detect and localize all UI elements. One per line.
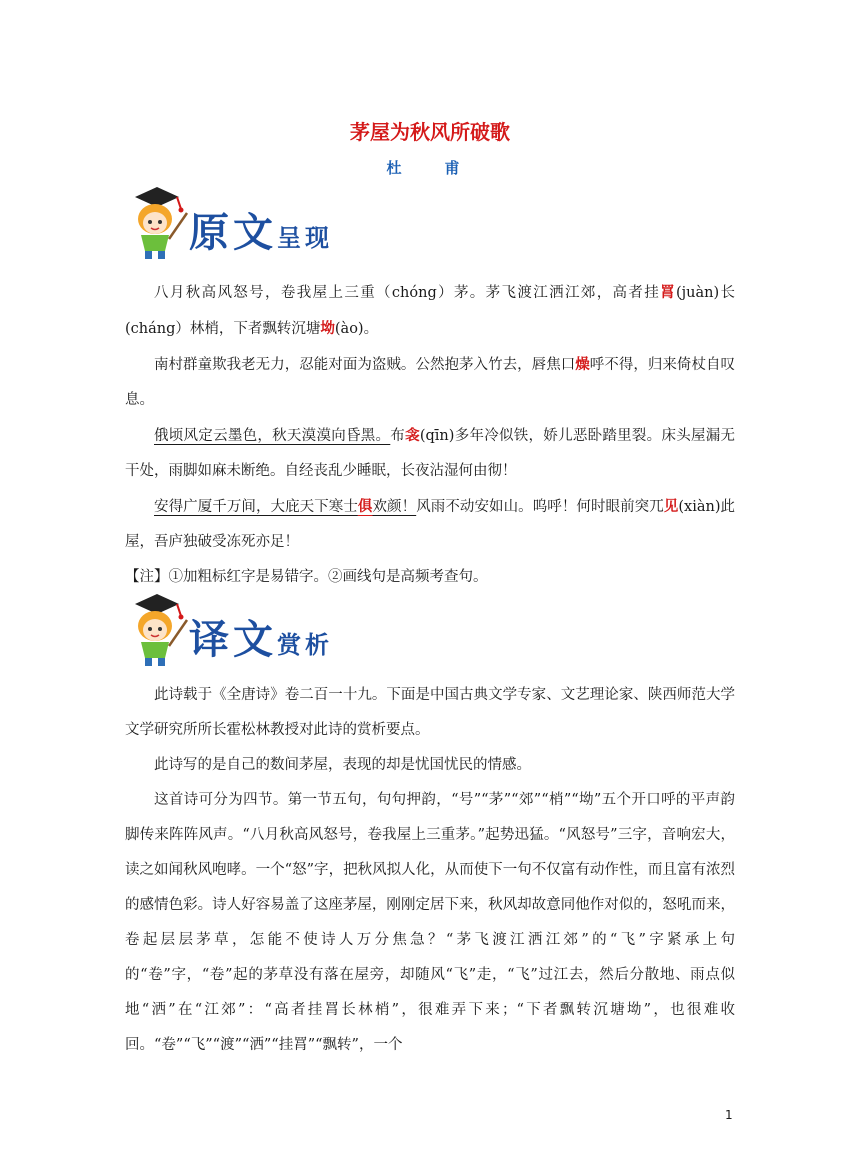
section-title-big: 原文 [189, 209, 277, 256]
poem-paragraph: 南村群童欺我老无力，忍能对面为盗贼。公然抱茅入竹去，唇焦口燥呼不得，归来倚杖自叹息。 [125, 356, 736, 408]
analysis-paragraph: 此诗写的是自己的数间茅屋，表现的却是忧国忧民的情感。 [154, 757, 531, 773]
section-title-small: 呈现 [277, 223, 333, 252]
poem-paragraph: 安得广厦千万间，大庇天下寒士俱欢颜！风雨不动安如山。呜呼！何时眼前突兀见(xiàn)此屋，吾庐独破受冻死亦足！ [125, 498, 736, 550]
page-title: 茅屋为秋风所破歌 [350, 120, 510, 144]
cartoon-student-icon [125, 590, 195, 670]
analysis-text [125, 678, 735, 1063]
analysis-paragraph: 此诗载于《全唐诗》卷二百一十九。下面是中国古典文学专家、文艺理论家、陕西师范大学文学研究所所长霍松林教授对此诗的赏析要点。 [125, 687, 735, 738]
section-title [189, 201, 333, 258]
section-title [189, 608, 333, 665]
author-name: 杜 甫 [386, 159, 474, 177]
analysis-paragraph: 这首诗可分为四节。第一节五句，句句押韵，“号”“茅”“郊”“梢”“坳”五个开口呼的平声韵脚传来阵阵风声。“八月秋高风怒号，卷我屋上三重茅。”起势迅猛。“风怒号”三字，音响宏大，读之如闻秋风咆哮。一个“怒”字，把秋风拟人化，从而使下一句不仅富有动作性，而且富有浓烈的感情色彩。诗人好容易盖了这座茅屋，刚刚定居下来，秋风却故意同他作对似的，怒吼而来，卷起层层茅草，怎能不使诗人万分焦急？“茅飞渡江洒江郊”的“飞”字紧承上句的“卷”字，“卷”起的茅草没有落在屋旁，却随风“飞”走，“飞”过江去，然后分散地、雨点似地“洒”在“江郊”：“高者挂罥长林梢”，很难弄下来；“下者飘转沉塘坳”，也很难收回。“卷”“飞”“渡”“洒”“挂罥”“飘转”，一个 [125, 792, 735, 1053]
cartoon-student-icon [125, 183, 195, 263]
section-banner-original [125, 183, 345, 263]
page-number: 1 [725, 1108, 733, 1122]
section-title-small: 赏析 [277, 630, 333, 659]
poem-paragraph: 俄顷风定云墨色，秋天漠漠向昏黑。布衾(qīn)多年冷似铁，娇儿恶卧踏里裂。床头屋漏无干处，雨脚如麻未断绝。自经丧乱少睡眠，长夜沾湿何由彻！ [125, 427, 736, 479]
poem-paragraph: 八月秋高风怒号，卷我屋上三重（chóng）茅。茅飞渡江洒江郊，高者挂罥(juàn)长(cháng）林梢，下者飘转沉塘坳(ào)。 [125, 284, 736, 337]
section-banner-analysis [125, 590, 345, 670]
note: 【注】①加粗标红字是易错字。②画线句是高频考查句。 [125, 569, 488, 585]
poem-text [125, 275, 735, 595]
section-title-big: 译文 [189, 616, 277, 663]
